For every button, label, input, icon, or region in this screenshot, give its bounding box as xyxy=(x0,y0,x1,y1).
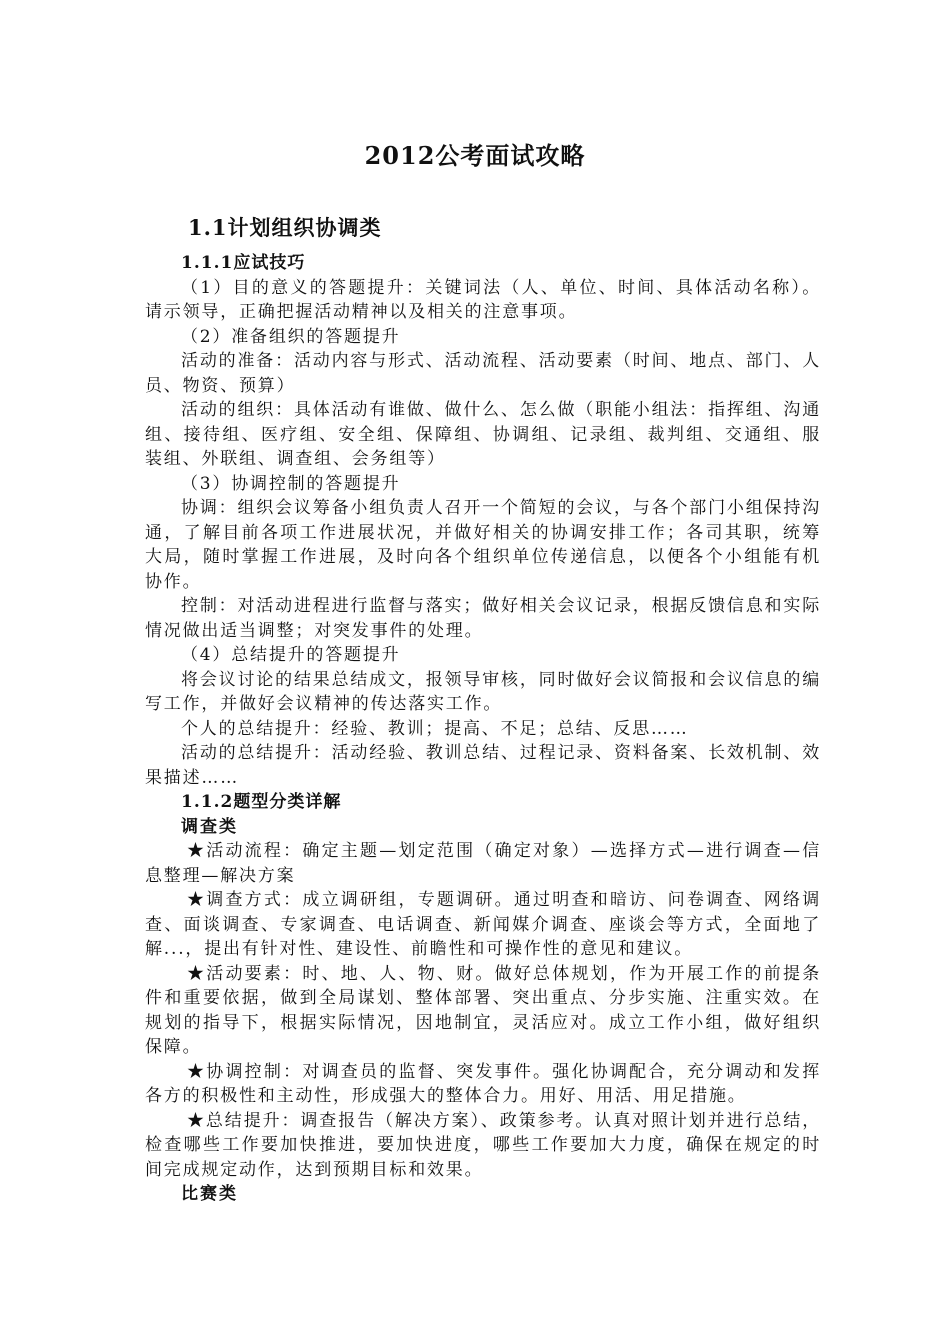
bullet-paragraph: ★协调控制：对调查员的监督、突发事件。强化协调配合，充分调动和发挥各方的积极性和主动性，形成强大的整体合力。用好、用活、用足措施。 xyxy=(145,1061,821,1106)
paragraph: （3）协调控制的答题提升 xyxy=(181,473,401,494)
category-heading: 比赛类 xyxy=(181,1184,238,1204)
paragraph: 将会议讨论的结果总结成文，报领导审核，同时做好会议简报和会议信息的编写工作，并做好会议精神的传达落实工作。 xyxy=(145,669,821,714)
bullet-paragraph: ★活动要素：时、地、人、物、财。做好总体规划，作为开展工作的前提条件和重要依据，做到全局谋划、整体部署、突出重点、分步实施、注重实效。在规划的指导下，根据实际情况，因地制宜，灵活应对。成立工作小组，做好组织保障。 xyxy=(145,963,821,1057)
subsection-heading: 1.1.2题型分类详解 xyxy=(181,792,342,812)
paragraph: 活动的准备：活动内容与形式、活动流程、活动要素（时间、地点、部门、人员、物资、预算） xyxy=(145,351,821,396)
section-heading: 1.1计划组织协调类 xyxy=(188,215,382,240)
paragraph: 活动的组织：具体活动有谁做、做什么、怎么做（职能小组法：指挥组、沟通组、接待组、医疗组、安全组、保障组、协调组、记录组、裁判组、交通组、服装组、外联组、调查组、会务组等） xyxy=(145,400,821,469)
paragraph: 控制：对活动进程进行监督与落实；做好相关会议记录，根据反馈信息和实际情况做出适当调整；对突发事件的处理。 xyxy=(145,596,821,641)
bullet-paragraph: ★总结提升：调查报告（解决方案）、政策参考。认真对照计划并进行总结，检查哪些工作要加快推进，要加快进度，哪些工作要加大力度，确保在规定的时间完成规定动作，达到预期目标和效果。 xyxy=(145,1110,821,1180)
category-heading: 调查类 xyxy=(181,816,238,837)
paragraph: （2）准备组织的答题提升 xyxy=(181,326,401,347)
paragraph: （1）目的意义的答题提升：关键词法（人、单位、时间、具体活动名称）。请示领导，正确把握活动精神以及相关的注意事项。 xyxy=(145,277,821,322)
paragraph: （4）总结提升的答题提升 xyxy=(181,645,401,665)
paragraph: 协调：组织会议筹备小组负责人召开一个简短的会议，与各个部门小组保持沟通，了解目前各项工作进展状况，并做好相关的协调安排工作；各司其职，统筹大局，随时掌握工作进展，及时向各个组织单位传递信息，以便各个小组能有机协作。 xyxy=(145,498,821,592)
page-title: 2012公考面试攻略 xyxy=(364,141,586,170)
bullet-paragraph: ★调查方式：成立调研组，专题调研。通过明查和暗访、问卷调查、网络调查、面谈调查、专家调查、电话调查、新闻媒介调查、座谈会等方式，全面地了解...，提出有针对性、建设性、前瞻性和可操作性的意见和建议。 xyxy=(145,890,821,959)
subsection-heading: 1.1.1应试技巧 xyxy=(181,253,306,273)
paragraph: 个人的总结提升：经验、教训；提高、不足；总结、反思…… xyxy=(181,718,689,739)
paragraph: 活动的总结提升：活动经验、教训总结、过程记录、资料备案、长效机制、效果描述…… xyxy=(145,743,821,788)
bullet-paragraph: ★活动流程：确定主题—划定范围（确定对象）—选择方式—进行调查—信息整理—解决方案 xyxy=(145,841,821,886)
document-body xyxy=(145,251,821,1207)
